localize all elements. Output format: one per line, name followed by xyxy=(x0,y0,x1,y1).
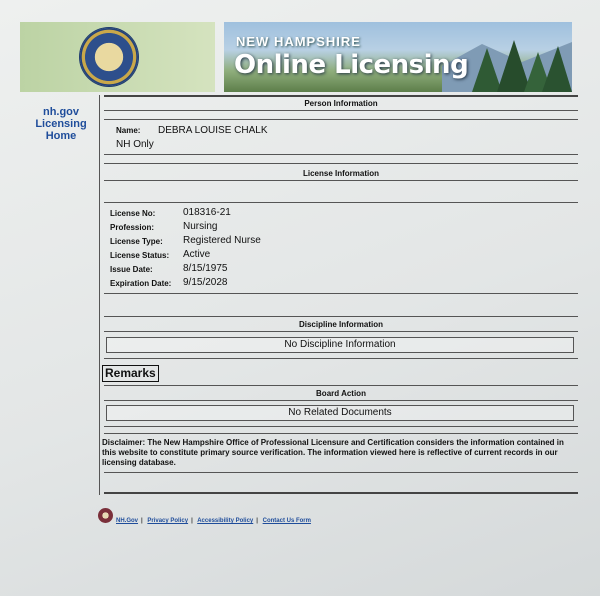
issue-date-value: 8/15/1975 xyxy=(183,263,228,274)
license-status-value: Active xyxy=(183,249,211,260)
footer-separator: | xyxy=(141,518,143,524)
licensing-home-link[interactable] xyxy=(30,106,92,142)
footer-link-contact-us[interactable]: Contact Us Form xyxy=(262,518,311,524)
region-value: NH Only xyxy=(116,139,154,150)
divider xyxy=(104,163,578,164)
nh-state-seal-icon xyxy=(80,28,138,86)
nh-seal-icon xyxy=(98,508,113,523)
divider xyxy=(104,110,578,111)
issue-date-label: Issue Date: xyxy=(110,265,153,274)
header-title-banner xyxy=(224,22,572,92)
discipline-message: No Discipline Information xyxy=(106,337,574,353)
divider xyxy=(104,180,578,181)
divider xyxy=(104,202,578,203)
license-details-panel xyxy=(99,95,578,495)
footer-link-privacy-policy[interactable]: Privacy Policy xyxy=(147,518,189,524)
footer-link-accessibility-policy[interactable]: Accessibility Policy xyxy=(197,518,254,524)
header-app-title: Online Licensing xyxy=(234,50,469,80)
name-label: Name: xyxy=(116,126,141,135)
divider xyxy=(104,293,578,294)
divider xyxy=(104,400,578,401)
license-no-value: 018316-21 xyxy=(183,207,231,218)
divider xyxy=(104,358,578,359)
divider xyxy=(104,95,578,97)
header-state-name: NEW HAMPSHIRE xyxy=(236,34,361,49)
divider xyxy=(104,426,578,427)
board-action-title: Board Action xyxy=(316,389,366,398)
divider xyxy=(104,331,578,332)
license-type-label: License Type: xyxy=(110,237,163,246)
divider xyxy=(104,472,578,473)
profession-label: Profession: xyxy=(110,223,155,232)
license-info-title: License Information xyxy=(302,169,379,178)
name-value: DEBRA LOUISE CHALK xyxy=(158,125,268,136)
license-status-label: License Status: xyxy=(110,251,170,260)
person-info-title: Person Information xyxy=(304,99,378,108)
footer-separator: | xyxy=(256,518,258,524)
divider xyxy=(104,385,578,386)
expiration-date-value: 9/15/2028 xyxy=(183,277,228,288)
expiration-date-label: Expiration Date: xyxy=(110,279,172,288)
link-line-2: Licensing xyxy=(35,118,87,130)
footer xyxy=(98,508,398,524)
footer-separator: | xyxy=(191,518,193,524)
disclaimer-text: Disclaimer: The New Hampshire Office of Professional Licensure and Certification considers the information contained in this website to constitute primary source verification. The information viewed here is reflective of current records in our licensing database. xyxy=(102,438,564,467)
link-line-3: Home xyxy=(45,130,77,142)
divider xyxy=(104,119,578,120)
divider xyxy=(104,316,578,317)
side-nav[interactable] xyxy=(30,106,92,142)
divider xyxy=(104,433,578,434)
license-no-label: License No: xyxy=(110,209,156,218)
divider xyxy=(104,492,578,494)
footer-link-nhgov[interactable]: NH.Gov xyxy=(116,518,139,524)
discipline-info-title: Discipline Information xyxy=(298,320,383,329)
remarks-label: Remarks xyxy=(102,365,159,382)
footer-links xyxy=(116,518,311,524)
divider xyxy=(104,154,578,155)
profession-value: Nursing xyxy=(183,221,218,232)
board-action-message: No Related Documents xyxy=(106,405,574,421)
license-type-value: Registered Nurse xyxy=(183,235,261,246)
header-seal-banner xyxy=(20,22,215,92)
link-line-1: nh.gov xyxy=(42,106,80,118)
